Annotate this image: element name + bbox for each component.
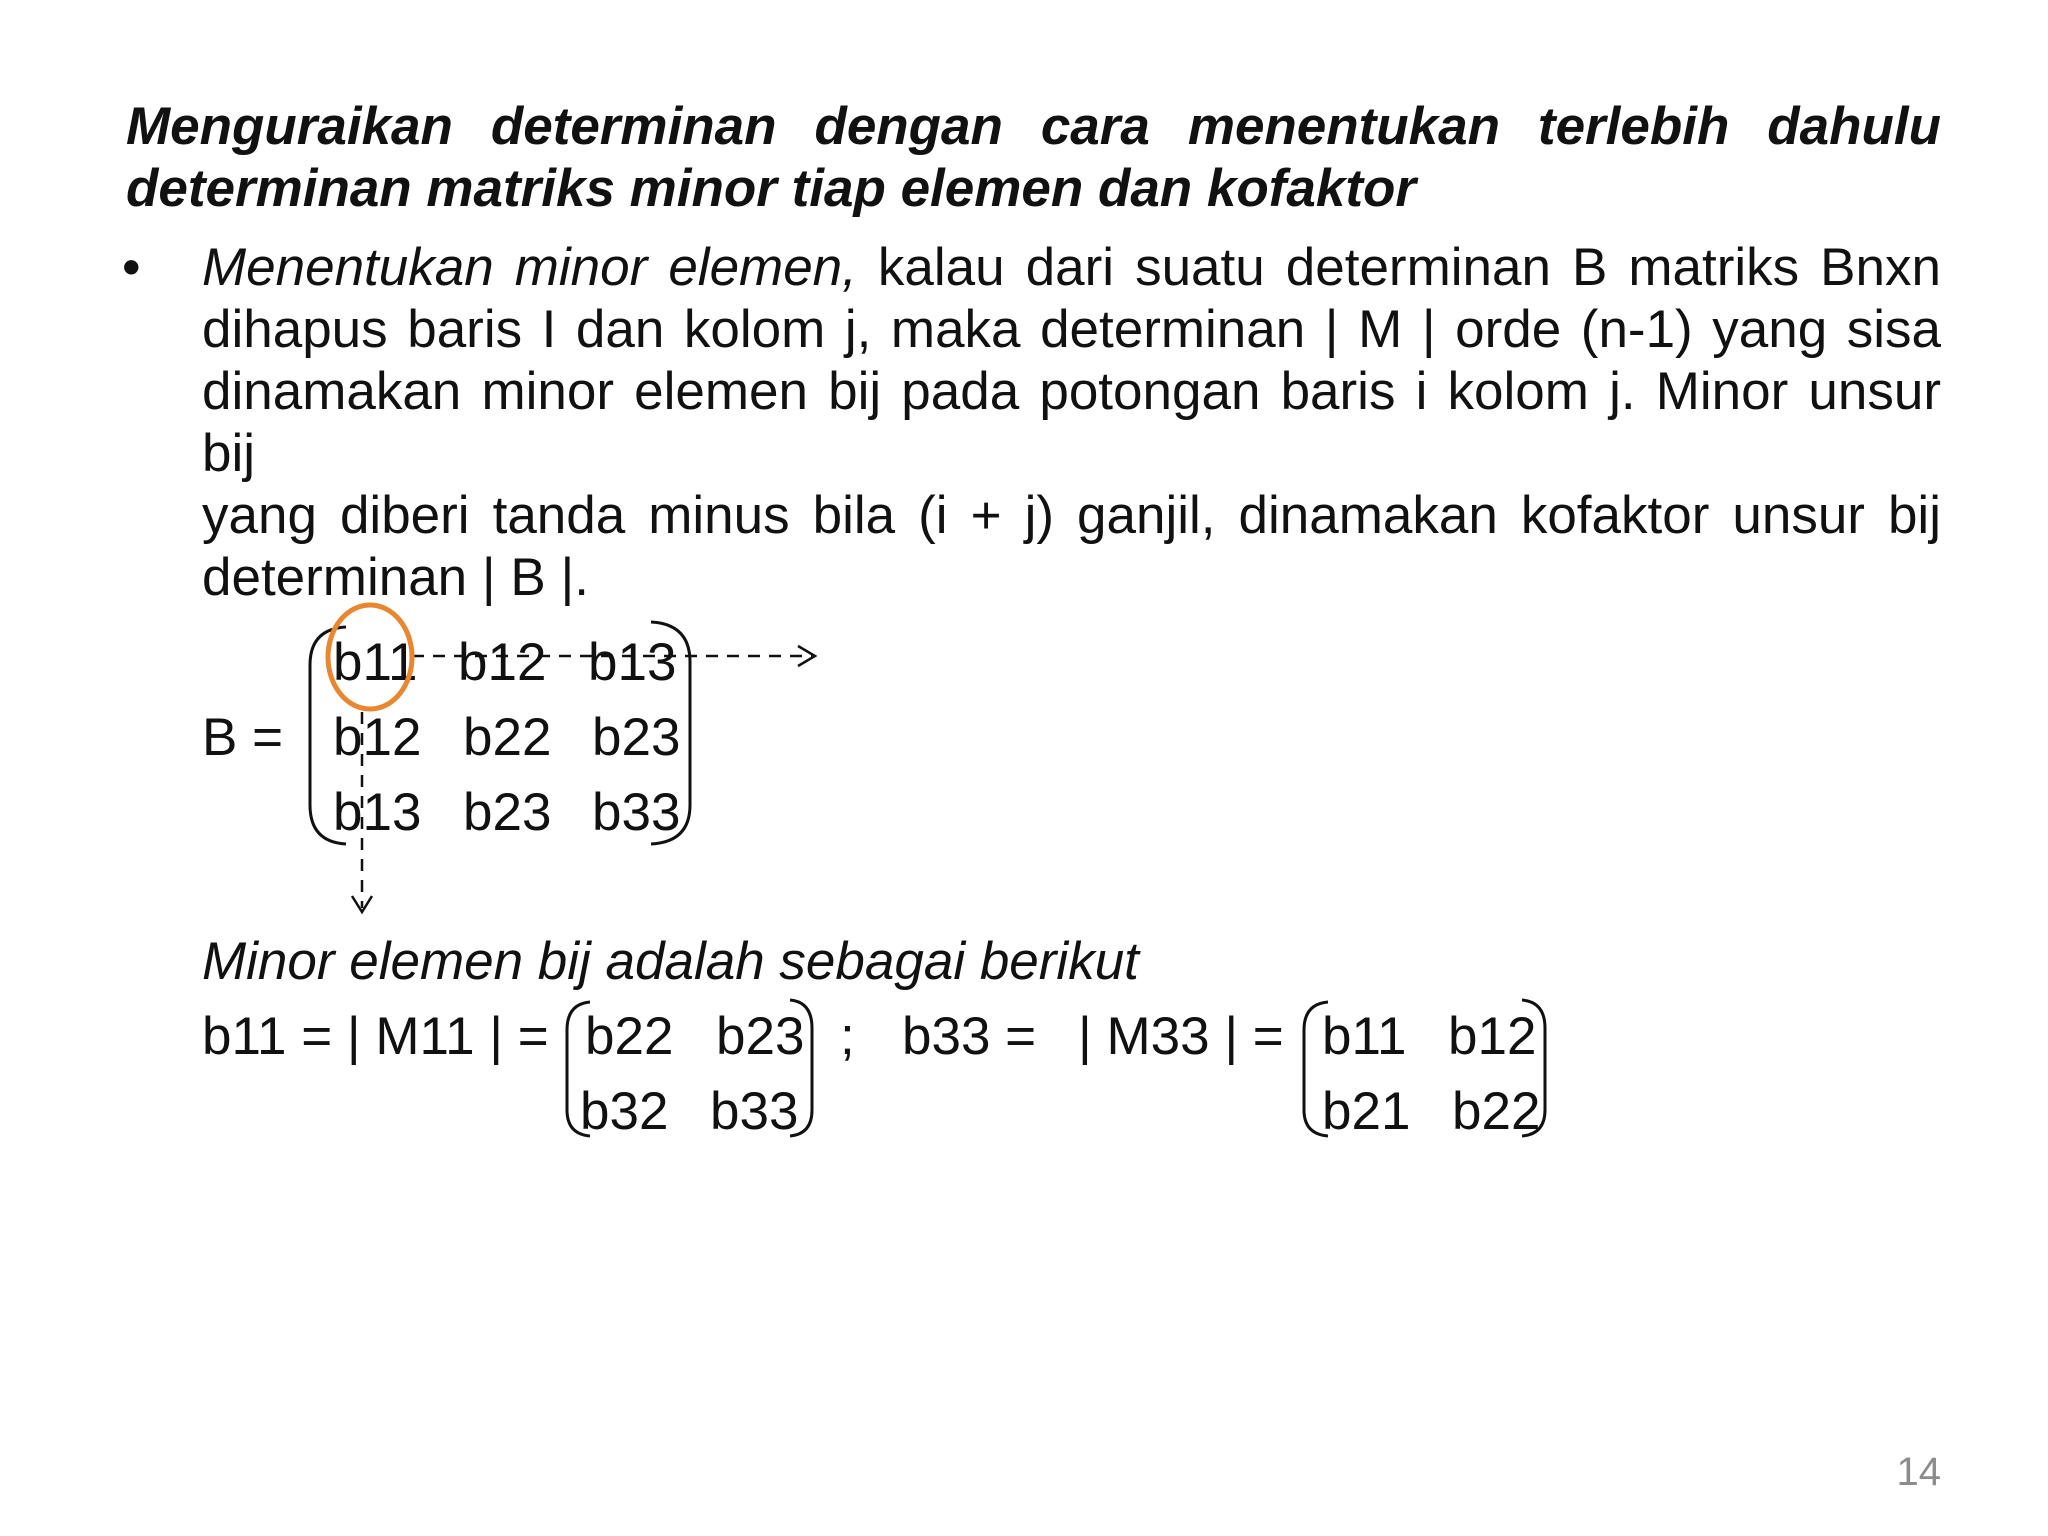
matrix-b-cell: b12 (333, 708, 422, 767)
title-line-1: Menguraikan determinan dengan cara menentukan terlebih dahulu (126, 97, 1941, 156)
m33-left-bracket (1304, 1002, 1328, 1136)
m33-cell: b21 (1322, 1082, 1411, 1141)
matrix-b-cell: b22 (463, 708, 552, 767)
m11-left-bracket (567, 1002, 590, 1136)
matrix-b-cell: b13 (333, 783, 422, 842)
bullet-line-3: dinamakan minor elemen bij pada potongan baris i kolom j. Minor unsur bij (202, 362, 1941, 483)
matrix-b-cell: b13 (588, 633, 677, 692)
m11-cell: b22 (585, 1007, 674, 1066)
title-line-2: determinan matriks minor tiap elemen dan kofaktor (126, 159, 1417, 218)
m33-cell: b12 (1448, 1007, 1537, 1066)
m33-cell: b22 (1452, 1082, 1541, 1141)
matrix-b-cell: b11 (333, 633, 418, 692)
m11-cell: b23 (716, 1007, 805, 1066)
matrix-b-cell: b12 (458, 633, 547, 692)
bullet-line-5: determinan | B |. (202, 548, 589, 607)
m11-label: b11 = | M11 | = (202, 1007, 549, 1066)
bullet-line-2: dihapus baris I dan kolom j, maka determinan | M | orde (n-1) yang sisa (202, 300, 1941, 359)
m33-label: b33 = (902, 1007, 1037, 1066)
m11-cell: b32 (580, 1082, 669, 1141)
matrix-b-cell: b23 (592, 708, 681, 767)
matrix-b-cell: b33 (592, 783, 681, 842)
bullet-marker: • (122, 238, 141, 297)
bullet-lead-term: Menentukan minor elemen, (202, 238, 857, 297)
m11-cell: b33 (710, 1082, 799, 1141)
bullet-line-1-rest: kalau dari suatu determinan B matriks Bnxn (856, 238, 1941, 297)
minor-heading: Minor elemen bij adalah sebagai berikut (202, 932, 1139, 991)
page-number: 14 (1896, 1450, 1941, 1494)
b11-highlight-circle (328, 605, 412, 709)
m33-right-bracket (1522, 1000, 1545, 1136)
matrix-b-label: B = (202, 708, 284, 767)
separator: ; (840, 1007, 855, 1066)
bullet-line-4: yang diberi tanda minus bila (i + j) ganjil, dinamakan kofaktor unsur bij (202, 486, 1941, 545)
matrix-b-cell: b23 (463, 783, 552, 842)
m33-cell: b11 (1322, 1007, 1407, 1066)
m11-right-bracket (790, 1000, 812, 1136)
m33-mid-label: | M33 | = (1078, 1007, 1284, 1066)
